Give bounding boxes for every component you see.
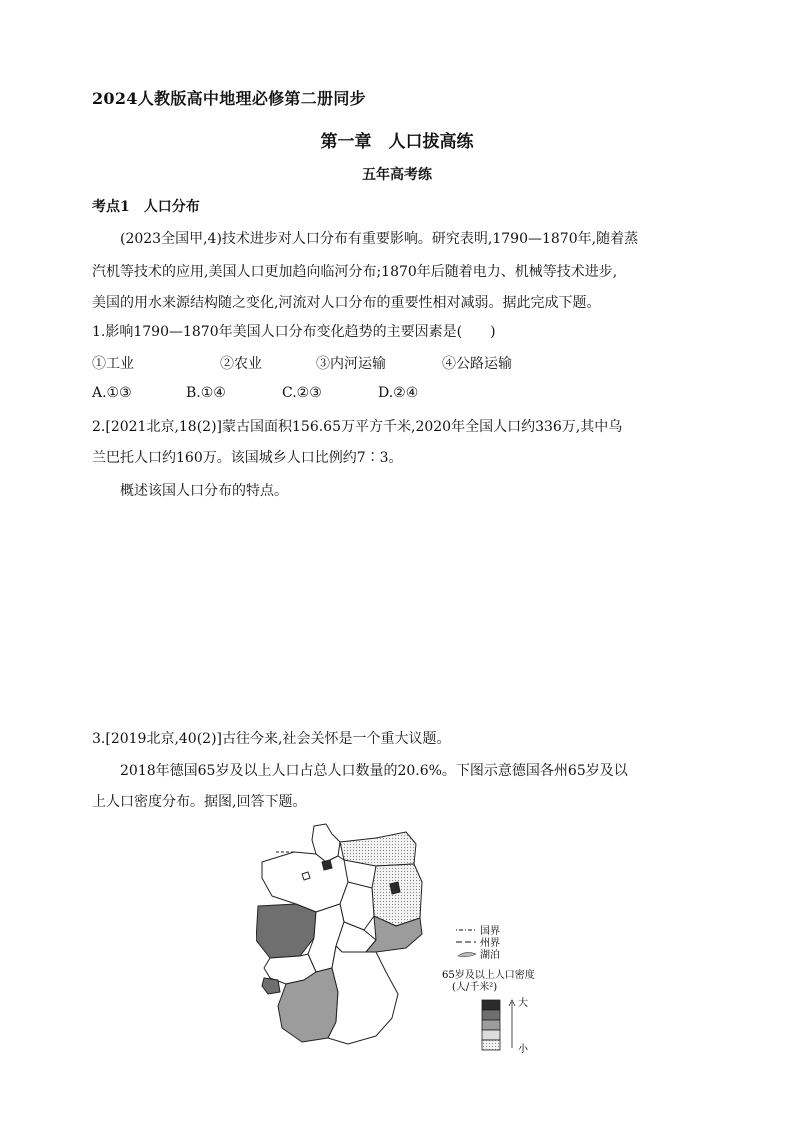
- state-hamburg: [322, 860, 332, 870]
- q1-option-3: ③内河运输: [316, 356, 386, 372]
- state-saarland: [262, 978, 280, 994]
- density-swatch-2: [482, 1030, 500, 1040]
- state-berlin: [390, 882, 400, 894]
- state-north-rhine-westphalia: [256, 904, 316, 958]
- q1-option-1: ①工业: [92, 356, 134, 372]
- lake-icon: [458, 952, 476, 956]
- topic-heading: 考点1 人口分布: [92, 199, 200, 215]
- density-swatch-4: [482, 1010, 500, 1020]
- section-subtitle: 五年高考练: [362, 167, 432, 183]
- state-lower-saxony: [262, 852, 348, 912]
- question-2-line-1: 2.[2021北京,18(2)]蒙古国面积156.65万平方千米,2020年全国人口约336万,其中乌: [92, 419, 623, 435]
- q1-choice-b: B.①④: [186, 385, 226, 401]
- state-bavaria: [328, 946, 398, 1044]
- legend-national-border: [456, 925, 500, 937]
- legend-state-border-label: 州界: [480, 938, 500, 949]
- q1-option-2: ②农业: [220, 356, 262, 372]
- legend-state-border: [456, 937, 500, 949]
- legend-high-label: 大: [518, 998, 528, 1009]
- chapter-title: 第一章 人口拔高练: [320, 132, 474, 152]
- state-mecklenburg: [340, 832, 416, 866]
- density-swatch-5: [482, 1000, 500, 1010]
- q1-choice-c: C.②③: [282, 385, 322, 401]
- q1-choice-d: D.②④: [378, 385, 419, 401]
- legend-density-unit: (人/千米²): [452, 982, 498, 993]
- germany-map: [256, 822, 546, 1062]
- question-1-stem: 1.影响1790—1870年美国人口分布变化趋势的主要因素是( ): [92, 324, 496, 340]
- q1-option-4: ④公路运输: [442, 356, 512, 372]
- question-3-line-1: 2018年德国65岁及以上人口占总人口数量的20.6%。下图示意德国各州65岁及以: [120, 763, 628, 779]
- intro-line-2: 汽机等技术的应用,美国人口更加趋向临河分布;1870年后随着电力、机械等技术进步,: [92, 264, 618, 280]
- legend-national-border-label: 国界: [480, 926, 500, 937]
- germany-map-figure: [256, 822, 546, 1062]
- density-scale: [482, 1000, 500, 1050]
- legend-low-label: 小: [518, 1044, 528, 1055]
- question-3-stem: 3.[2019北京,40(2)]古往今来,社会关怀是一个重大议题。: [92, 731, 451, 747]
- state-brandenburg: [372, 864, 422, 926]
- density-swatch-3: [482, 1020, 500, 1030]
- legend-density-title: 65岁及以上人口密度: [442, 970, 535, 981]
- state-bremen: [302, 872, 310, 880]
- document-title: 2024人教版高中地理必修第二册同步: [92, 89, 366, 108]
- map-legend: [442, 925, 535, 1055]
- q1-choice-a: A.①③: [92, 385, 132, 401]
- intro-line-1: (2023全国甲,4)技术进步对人口分布有重要影响。研究表明,1790—1870年,随着蒸: [120, 231, 639, 247]
- question-2-line-2: 兰巴托人口约160万。该国城乡人口比例约7∶3。: [92, 450, 403, 466]
- legend-lake: [458, 948, 500, 961]
- intro-line-3: 美国的用水来源结构随之变化,河流对人口分布的重要性相对减弱。据此完成下题。: [92, 295, 601, 311]
- density-swatch-1: [482, 1040, 500, 1050]
- question-3-line-2: 上人口密度分布。据图,回答下题。: [92, 794, 307, 810]
- legend-lake-label: 湖泊: [480, 950, 500, 961]
- question-2-task: 概述该国人口分布的特点。: [120, 483, 288, 499]
